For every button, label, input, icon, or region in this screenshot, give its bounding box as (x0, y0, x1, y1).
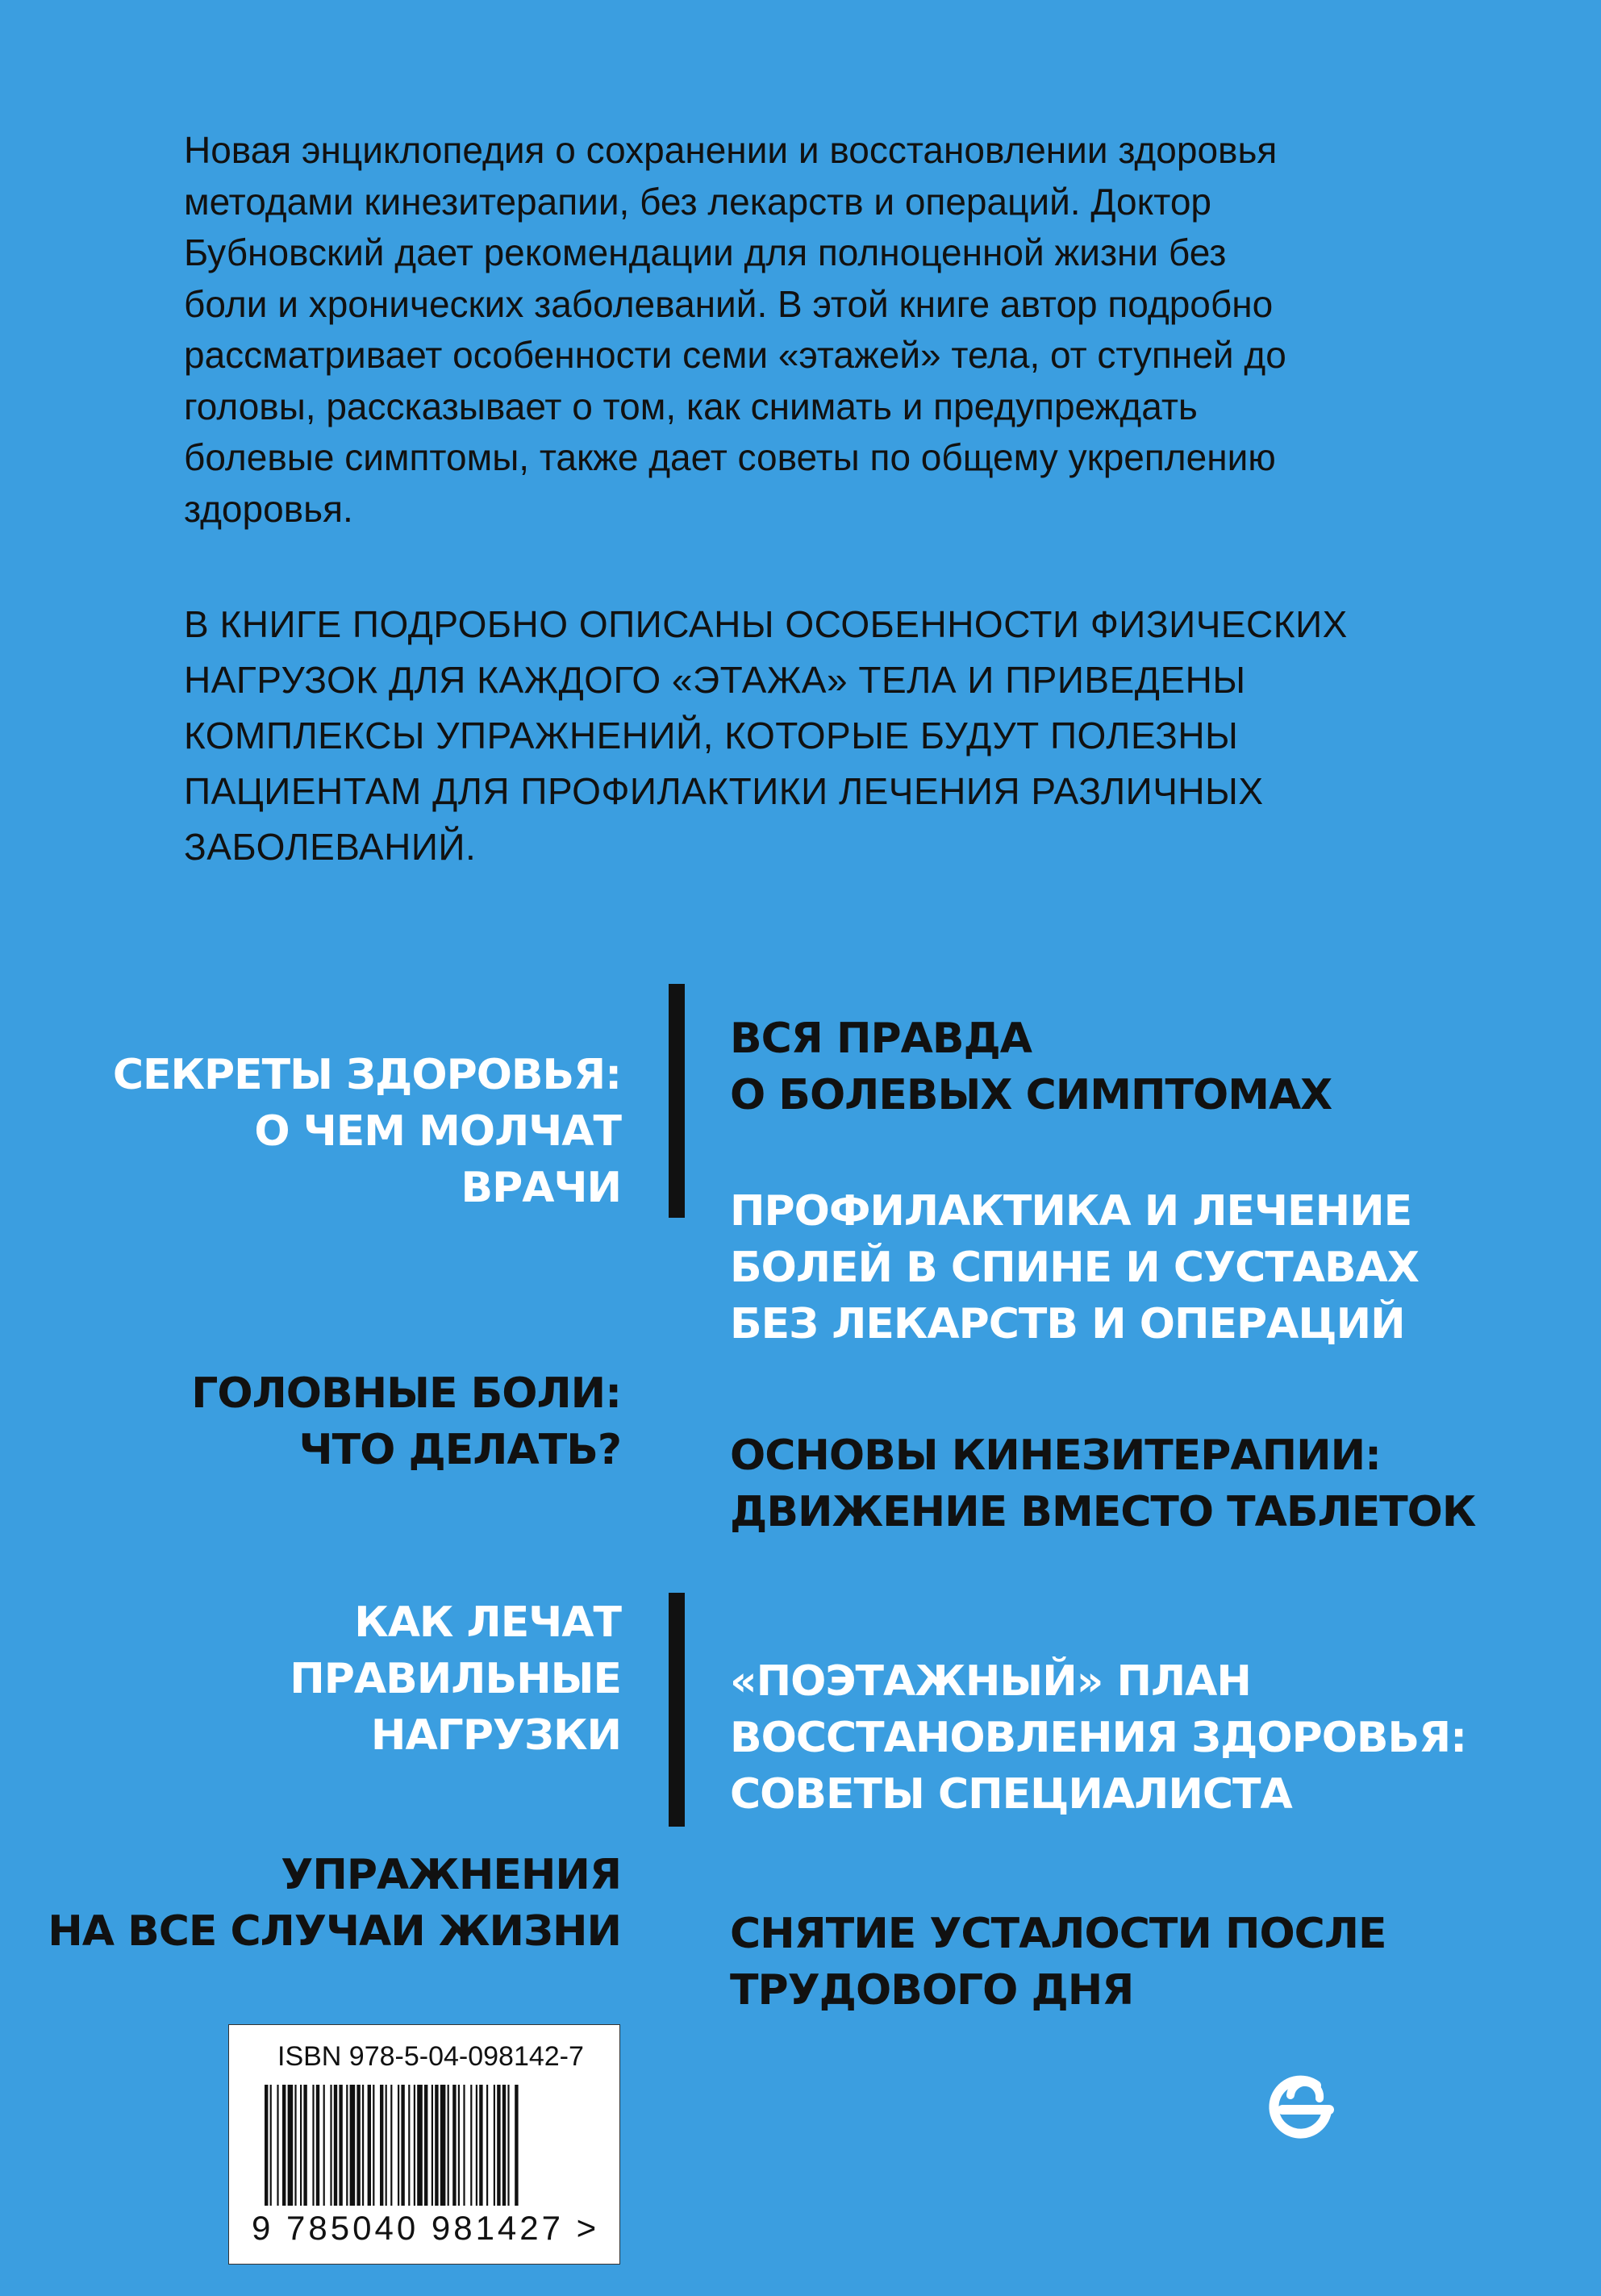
intro-line: боли и хронических заболеваний. В этой книге автор подробно (184, 282, 1274, 325)
barcode-stripe (432, 2085, 433, 2206)
eksmo-logo-icon (1258, 2063, 1347, 2152)
feature-fatigue: СНЯТИЕ УСТАЛОСТИ ПОСЛЕ ТРУДОВОГО ДНЯ (730, 1910, 1386, 2015)
barcode-stripe (463, 2085, 465, 2206)
feature-prevention: ПРОФИЛАКТИКА И ЛЕЧЕНИЕ БОЛЕЙ В СПИНЕ И СУСТАВАХ БЕЗ ЛЕКАРСТВ И ОПЕРАЦИЙ (730, 1187, 1419, 1348)
barcode-stripe (515, 2085, 518, 2206)
barcode-stripe (476, 2085, 477, 2206)
barcode-stripe (346, 2085, 348, 2206)
feature-kinesitherapy: ОСНОВЫ КИНЕЗИТЕРАПИИ: ДВИЖЕНИЕ ВМЕСТО ТАБЛЕТОК (730, 1431, 1476, 1536)
barcode-stripe (486, 2085, 488, 2206)
feature-correct-loads: КАК ЛЕЧАТ ПРАВИЛЬНЫЕ НАГРУЗКИ (290, 1598, 621, 1760)
barcode-stripe (494, 2085, 495, 2206)
intro-line: Бубновский дает рекомендации для полноценной жизни без (184, 231, 1227, 273)
divider-bar-bottom (669, 1593, 685, 1827)
barcode-stripe (282, 2085, 286, 2206)
barcode-stripe (265, 2085, 268, 2206)
intro-line: рассматривает особенности семи «этажей» тела, от ступней до (184, 334, 1286, 376)
barcode-stripe (386, 2085, 387, 2206)
barcode-stripe (479, 2085, 482, 2206)
barcode-stripe (390, 2085, 392, 2206)
barcode-stripe (277, 2085, 278, 2206)
ean-digits: 9 785040 981427 > (252, 2209, 600, 2247)
barcode-stripe (497, 2085, 500, 2206)
barcode-stripe (458, 2085, 460, 2206)
barcode-stripe (408, 2085, 410, 2206)
barcode-stripe (417, 2085, 423, 2206)
barcode-stripe (356, 2085, 360, 2206)
intro-line: методами кинезитерапии, без лекарств и операций. Доктор (184, 180, 1211, 223)
barcode-stripe (440, 2085, 446, 2206)
intro-line: болевые симптомы, также дает советы по общему укреплению (184, 436, 1276, 478)
summary-paragraph (184, 597, 1442, 875)
divider-bar-top (669, 984, 685, 1218)
barcode-stripe (339, 2085, 342, 2206)
summary-line: ПАЦИЕНТАМ ДЛЯ ПРОФИЛАКТИКИ ЛЕЧЕНИЯ РАЗЛИЧНЫХ (184, 770, 1264, 812)
barcode-stripe (312, 2085, 314, 2206)
summary-line: В КНИГЕ ПОДРОБНО ОПИСАНЫ ОСОБЕННОСТИ ФИЗИЧЕСКИХ (184, 603, 1348, 645)
intro-line: Новая энциклопедия о сохранении и восстановлении здоровья (184, 129, 1278, 171)
barcode-bars (265, 2085, 587, 2214)
barcode-stripe (323, 2085, 325, 2206)
barcode-stripe (334, 2085, 337, 2206)
barcode-stripe (401, 2085, 404, 2206)
intro-line: головы, рассказывает о том, как снимать и предупреждать (184, 385, 1198, 427)
barcode-stripe (424, 2085, 427, 2206)
barcode-stripe (300, 2085, 302, 2206)
barcode-stripe (452, 2085, 456, 2206)
summary-line: КОМПЛЕКСЫ УПРАЖНЕНИЙ, КОТОРЫЕ БУДУТ ПОЛЕЗНЫ (184, 715, 1239, 756)
barcode-stripe (448, 2085, 449, 2206)
barcode-stripe (414, 2085, 415, 2206)
barcode-stripe (398, 2085, 399, 2206)
barcode-stripe (470, 2085, 472, 2206)
barcode-stripe (507, 2085, 509, 2206)
feature-headaches: ГОЛОВНЫЕ БОЛИ: ЧТО ДЕЛАТЬ? (191, 1369, 621, 1474)
barcode-stripe (502, 2085, 506, 2206)
barcode-stripe (362, 2085, 364, 2206)
intro-paragraph (184, 125, 1418, 535)
isbn-barcode (228, 2024, 620, 2265)
barcode-stripe (350, 2085, 356, 2206)
isbn-label: ISBN 978-5-04-098142-7 (277, 2041, 584, 2072)
barcode-stripe (288, 2085, 294, 2206)
feature-secrets: СЕКРЕТЫ ЗДОРОВЬЯ: О ЧЕМ МОЛЧАТ ВРАЧИ (112, 1051, 621, 1212)
barcode-stripe (373, 2085, 374, 2206)
summary-line: НАГРУЗОК ДЛЯ КАЖДОГО «ЭТАЖА» ТЕЛА И ПРИВЕДЕНЫ (184, 659, 1246, 701)
barcode-stripe (294, 2085, 296, 2206)
feature-exercises: УПРАЖНЕНИЯ НА ВСЕ СЛУЧАИ ЖИЗНИ (48, 1851, 621, 1956)
barcode-stripe (316, 2085, 319, 2206)
barcode-stripe (380, 2085, 383, 2206)
barcode-stripe (303, 2085, 306, 2206)
barcode-stripe (270, 2085, 272, 2206)
feature-pain-symptoms: ВСЯ ПРАВДА О БОЛЕВЫХ СИМПТОМАХ (730, 1015, 1332, 1119)
barcode-stripe (435, 2085, 438, 2206)
summary-line: ЗАБОЛЕВАНИЙ. (184, 826, 477, 868)
feature-floor-plan: «ПОЭТАЖНЫЙ» ПЛАН ВОССТАНОВЛЕНИЯ ЗДОРОВЬЯ: СОВЕТЫ СПЕЦИАЛИСТА (730, 1657, 1467, 1819)
barcode-stripe (330, 2085, 331, 2206)
intro-line: здоровья. (184, 487, 353, 530)
barcode-stripe (368, 2085, 371, 2206)
